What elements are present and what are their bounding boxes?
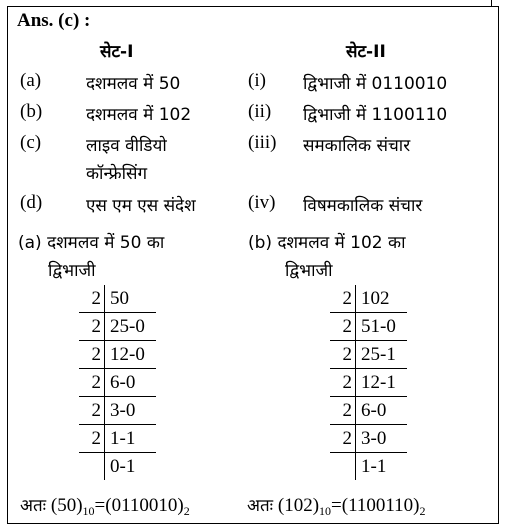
part-a-heading: (a) दशमलव में 50 का xyxy=(18,233,165,253)
division-step xyxy=(330,341,407,369)
division-table-102 xyxy=(330,285,407,480)
quotient-remainder: 6-0 xyxy=(105,369,157,397)
division-step xyxy=(79,369,156,397)
row-i-key: (i) xyxy=(248,70,266,91)
row-d-key: (d) xyxy=(20,192,43,213)
divisor: 2 xyxy=(330,313,356,341)
row-b-key: (b) xyxy=(20,101,43,122)
quotient-remainder: 6-0 xyxy=(356,397,408,425)
division-step xyxy=(330,313,407,341)
result-b-rhs: =(1100110) xyxy=(331,495,420,516)
division-step xyxy=(79,285,156,313)
row-i-text: द्विभाजी में 0110010 xyxy=(303,74,448,94)
division-step xyxy=(79,425,156,453)
divisor: 2 xyxy=(79,369,105,397)
page-edge-mark xyxy=(491,0,492,7)
division-step xyxy=(79,313,156,341)
result-b xyxy=(247,493,426,519)
result-b-rhs-base: 2 xyxy=(419,504,426,518)
quotient-remainder: 12-0 xyxy=(105,341,157,369)
quotient-remainder: 1-1 xyxy=(105,425,157,453)
answer-label: Ans. (c) : xyxy=(17,10,91,31)
quotient-remainder: 50 xyxy=(105,285,157,313)
set2-title: सेट-II xyxy=(346,42,386,62)
divisor xyxy=(330,453,356,481)
row-b-text: दशमलव में 102 xyxy=(86,105,192,125)
quotient-remainder: 102 xyxy=(356,285,408,313)
quotient-remainder: 25-1 xyxy=(356,341,408,369)
quotient-remainder: 3-0 xyxy=(356,425,408,453)
division-step xyxy=(79,341,156,369)
quotient-remainder: 1-1 xyxy=(361,456,387,477)
row-ii-text: द्विभाजी में 1100110 xyxy=(303,105,448,125)
row-d-text: एस एम एस संदेश xyxy=(86,196,196,216)
division-step xyxy=(330,397,407,425)
row-iii-key: (iii) xyxy=(248,132,277,153)
row-a-text: दशमलव में 50 xyxy=(86,74,181,94)
divisor: 2 xyxy=(79,425,105,453)
set1-title: सेट-I xyxy=(100,42,134,62)
divisor: 2 xyxy=(330,369,356,397)
row-iv-key: (iv) xyxy=(248,192,276,213)
row-iv-text: विषमकालिक संचार xyxy=(303,196,423,216)
result-a-rhs: =(0110010) xyxy=(94,495,184,516)
row-c-text2: कॉन्फ्रेसिंग xyxy=(86,164,148,184)
quotient-remainder: 12-1 xyxy=(356,369,408,397)
part-b-heading-2: द्विभाजी xyxy=(285,261,333,281)
division-step xyxy=(79,453,156,481)
divisor: 2 xyxy=(79,341,105,369)
divisor xyxy=(79,453,105,481)
result-b-lhs-base: 10 xyxy=(319,504,332,518)
result-a-rhs-base: 2 xyxy=(183,504,190,518)
result-b-lhs: (102) xyxy=(277,495,320,516)
division-step xyxy=(330,285,407,313)
row-a-key: (a) xyxy=(20,70,42,91)
divisor: 2 xyxy=(330,425,356,453)
result-a-lhs: (50) xyxy=(50,495,83,516)
result-a-prefix: अतः xyxy=(20,496,47,516)
quotient-remainder: 0-1 xyxy=(110,456,136,477)
divisor: 2 xyxy=(79,285,105,313)
quotient-remainder: 3-0 xyxy=(105,397,157,425)
divisor: 2 xyxy=(330,341,356,369)
row-c-key: (c) xyxy=(20,132,42,153)
divisor: 2 xyxy=(330,397,356,425)
divisor: 2 xyxy=(79,313,105,341)
part-b-heading: (b) दशमलव में 102 का xyxy=(248,233,406,253)
divisor: 2 xyxy=(330,285,356,313)
row-ii-key: (ii) xyxy=(248,101,272,122)
division-table-50 xyxy=(79,285,156,480)
division-step xyxy=(330,453,407,481)
division-step xyxy=(330,369,407,397)
division-step xyxy=(79,397,156,425)
quotient-remainder: 51-0 xyxy=(356,313,408,341)
result-b-prefix: अतः xyxy=(247,496,274,516)
row-c-text: लाइव वीडियो xyxy=(86,136,167,156)
divisor: 2 xyxy=(79,397,105,425)
part-a-heading-2: द्विभाजी xyxy=(48,261,96,281)
quotient-remainder: 25-0 xyxy=(105,313,157,341)
result-a xyxy=(20,493,190,519)
division-step xyxy=(330,425,407,453)
row-iii-text: समकालिक संचार xyxy=(303,136,411,156)
result-a-lhs-base: 10 xyxy=(82,504,95,518)
